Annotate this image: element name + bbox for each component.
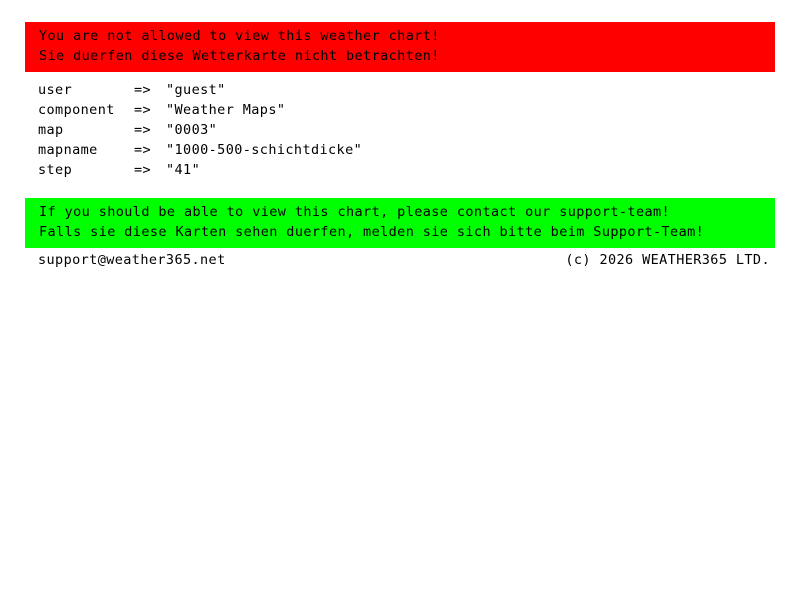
footer (38, 250, 770, 270)
parameter-row-mapname (38, 140, 768, 160)
parameter-key: mapname (38, 142, 98, 158)
parameter-row-user (38, 80, 768, 100)
parameter-value: "41" (166, 162, 201, 178)
error-banner-line-en: You are not allowed to view this weather chart! (39, 28, 440, 44)
parameter-key: map (38, 122, 64, 138)
parameter-row-step (38, 160, 768, 180)
parameter-value: "guest" (166, 82, 226, 98)
parameter-arrow: => (134, 142, 152, 158)
support-banner-line-en: If you should be able to view this chart, please contact our support-team! (39, 204, 671, 220)
parameter-value: "Weather Maps" (166, 102, 286, 118)
parameter-row-map (38, 120, 768, 140)
parameter-value: "1000-500-schichtdicke" (166, 142, 363, 158)
parameter-key: user (38, 82, 73, 98)
support-banner (25, 198, 775, 248)
parameter-list (38, 80, 768, 180)
parameter-key: step (38, 162, 73, 178)
parameter-value: "0003" (166, 122, 218, 138)
parameter-key: component (38, 102, 115, 118)
parameter-row-component (38, 100, 768, 120)
error-banner (25, 22, 775, 72)
parameter-arrow: => (134, 122, 152, 138)
support-banner-line-de: Falls sie diese Karten sehen duerfen, melden sie sich bitte beim Support-Team! (39, 224, 705, 240)
support-email-link[interactable]: support@weather365.net (38, 252, 226, 268)
error-banner-line-de: Sie duerfen diese Wetterkarte nicht betrachten! (39, 48, 440, 64)
parameter-arrow: => (134, 82, 152, 98)
parameter-arrow: => (134, 162, 152, 178)
copyright-text: (c) 2026 WEATHER365 LTD. (565, 252, 770, 268)
parameter-arrow: => (134, 102, 152, 118)
